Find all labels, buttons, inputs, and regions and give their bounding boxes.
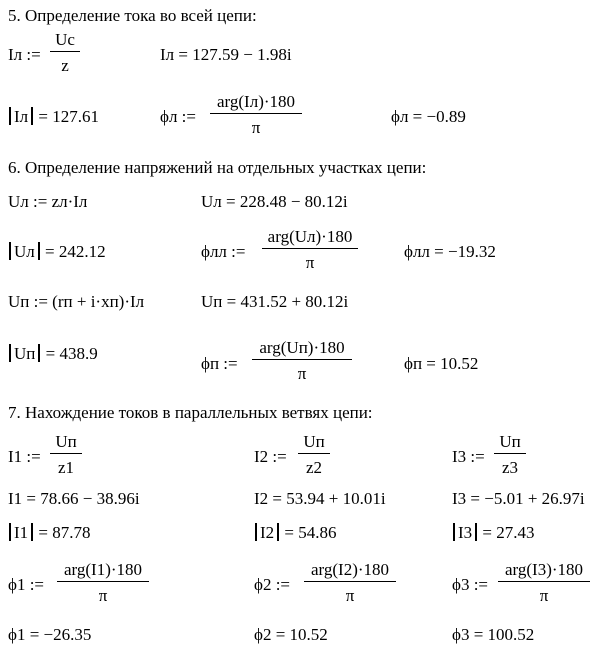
phi3-value: ϕ3 = 100.52 — [452, 625, 535, 644]
up-magnitude-value: = 438.9 — [45, 344, 98, 363]
i1-definition-denominator: z1 — [57, 458, 75, 477]
il-magnitude-value: = 127.61 — [38, 107, 99, 126]
i3-definition-lhs: I3 := — [452, 447, 485, 466]
i3-magnitude-value: = 27.43 — [482, 523, 535, 542]
phi2-value: ϕ2 = 10.52 — [254, 625, 328, 644]
phi2-definition-numerator: arg(I2)·180 — [304, 561, 396, 582]
il-definition-fraction — [50, 31, 80, 74]
i3-definition-numerator: Uп — [494, 433, 526, 454]
phi2-definition-fraction — [304, 561, 396, 604]
phi3-definition-numerator: arg(I3)·180 — [498, 561, 590, 582]
up-magnitude-var: Uп — [9, 344, 40, 362]
i1-magnitude — [8, 523, 91, 541]
i2-value: I2 = 53.94 + 10.01i — [254, 489, 386, 508]
phi2-definition-lhs: ϕ2 := — [254, 575, 291, 594]
phi1-definition-denominator: π — [98, 586, 108, 605]
phi1-value: ϕ1 = −26.35 — [8, 625, 92, 644]
phip-definition-fraction — [252, 339, 352, 382]
i1-magnitude-value: = 87.78 — [38, 523, 91, 542]
ul-definition: Uл := zл·Iл — [8, 192, 88, 211]
ul-value: Uл = 228.48 − 80.12i — [201, 192, 348, 211]
i1-definition-lhs: I1 := — [8, 447, 41, 466]
phill-definition-numerator: arg(Uл)·180 — [262, 228, 358, 249]
i2-definition-fraction — [298, 433, 330, 476]
section-7-heading: 7. Нахождение токов в параллельных ветвях цепи: — [8, 403, 373, 422]
i2-magnitude — [254, 523, 337, 541]
phi1-definition-lhs: ϕ1 := — [8, 575, 45, 594]
i2-magnitude-value: = 54.86 — [284, 523, 337, 542]
i3-definition-denominator: z3 — [501, 458, 519, 477]
i3-definition-fraction — [494, 433, 526, 476]
i3-value: I3 = −5.01 + 26.97i — [452, 489, 585, 508]
i1-definition-fraction — [50, 433, 82, 476]
i2-definition-numerator: Uп — [298, 433, 330, 454]
phil-value: ϕл = −0.89 — [391, 107, 466, 126]
il-magnitude-var: Iл — [9, 107, 33, 125]
section-5-heading: 5. Определение тока во всей цепи: — [8, 6, 257, 25]
phill-definition-lhs: ϕлл := — [201, 242, 246, 261]
section-6-heading: 6. Определение напряжений на отдельных участках цепи: — [8, 158, 427, 177]
i1-definition-numerator: Uп — [50, 433, 82, 454]
phip-definition-numerator: arg(Uп)·180 — [252, 339, 352, 360]
phill-definition-denominator: π — [305, 253, 315, 272]
ul-magnitude — [8, 242, 106, 260]
phill-definition-fraction — [262, 228, 358, 271]
i3-magnitude — [452, 523, 535, 541]
il-definition-denominator: z — [61, 56, 69, 75]
i2-definition-lhs: I2 := — [254, 447, 287, 466]
phil-definition-denominator: π — [251, 118, 261, 137]
phill-value: ϕлл = −19.32 — [404, 242, 496, 261]
phi3-definition-fraction — [498, 561, 590, 604]
phi3-definition-lhs: ϕ3 := — [452, 575, 489, 594]
phip-definition-lhs: ϕп := — [201, 354, 238, 373]
ul-magnitude-var: Uл — [9, 242, 40, 260]
up-value: Uп = 431.52 + 80.12i — [201, 292, 349, 311]
ul-magnitude-value: = 242.12 — [45, 242, 106, 261]
phil-definition-fraction — [210, 93, 302, 136]
phip-value: ϕп = 10.52 — [404, 354, 479, 373]
i2-definition-denominator: z2 — [305, 458, 323, 477]
phi1-definition-fraction — [57, 561, 149, 604]
i1-value: I1 = 78.66 − 38.96i — [8, 489, 140, 508]
phi1-definition-numerator: arg(I1)·180 — [57, 561, 149, 582]
il-definition-numerator: Uc — [50, 31, 80, 52]
i1-magnitude-var: I1 — [9, 523, 33, 541]
phi3-definition-denominator: π — [539, 586, 549, 605]
il-value: Iл = 127.59 − 1.98i — [160, 45, 292, 64]
phip-definition-denominator: π — [297, 364, 307, 383]
up-magnitude — [8, 344, 98, 362]
i2-magnitude-var: I2 — [255, 523, 279, 541]
phi2-definition-denominator: π — [345, 586, 355, 605]
il-definition-lhs: Iл := — [8, 45, 41, 64]
phil-definition-lhs: ϕл := — [160, 107, 196, 126]
il-magnitude — [8, 107, 99, 125]
up-definition: Uп := (rп + i·xп)·Iл — [8, 292, 145, 311]
phil-definition-numerator: arg(Iл)·180 — [210, 93, 302, 114]
i3-magnitude-var: I3 — [453, 523, 477, 541]
